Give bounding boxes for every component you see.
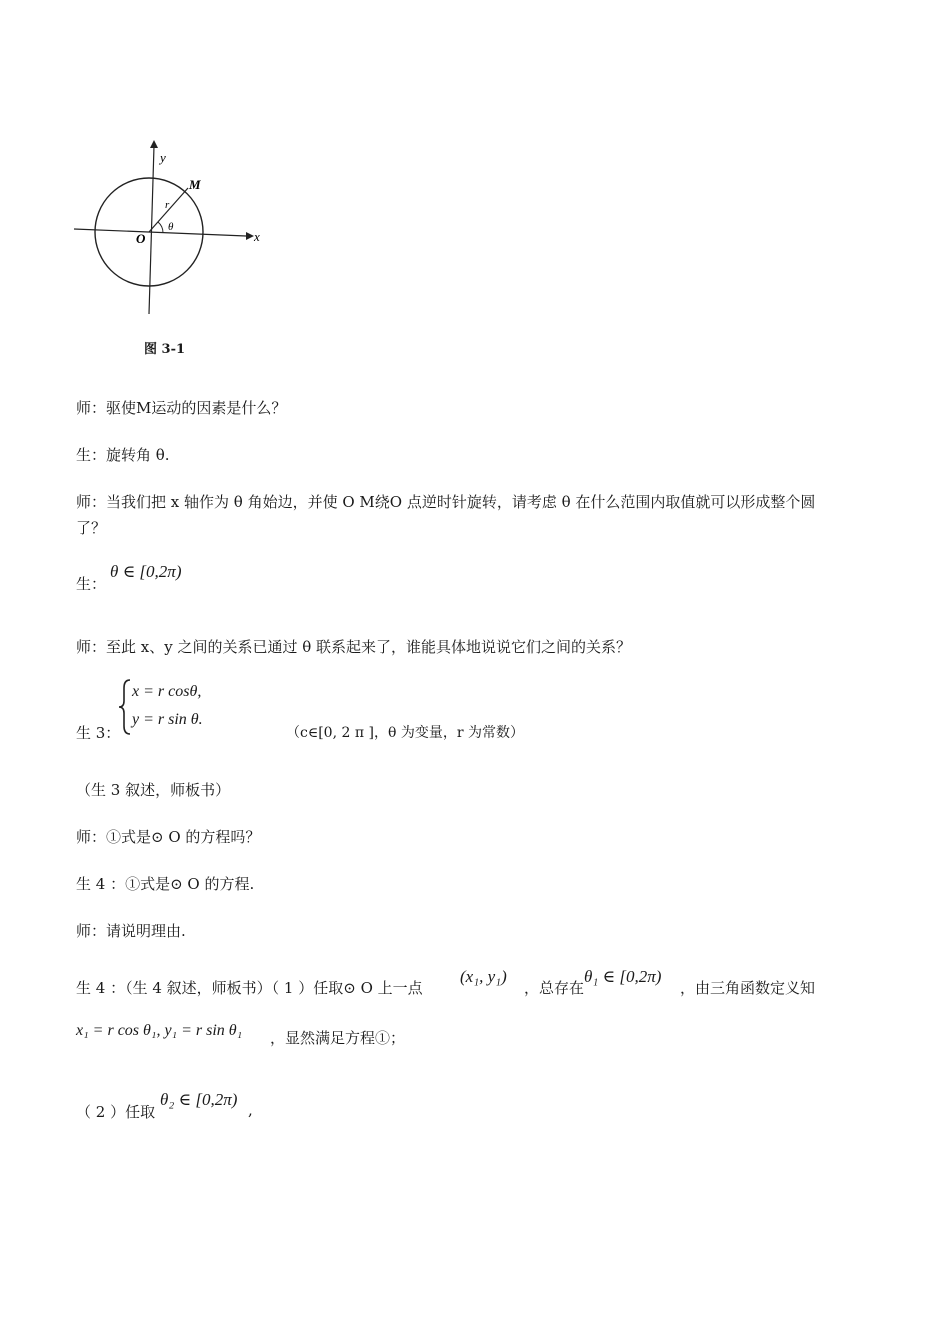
speaker-prefix: 生： xyxy=(76,575,107,593)
label-x: x xyxy=(254,229,260,244)
line-narration: （生 3 叙述，师板书） xyxy=(76,781,231,799)
brace-icon xyxy=(118,678,132,736)
line-proof-3-b: , xyxy=(248,1101,253,1119)
label-o: O xyxy=(136,231,146,246)
x-axis-arrow-icon xyxy=(246,232,254,240)
line-student-4: 生 4 ：①式是⊙ O 的方程. xyxy=(76,875,255,893)
label-m: M xyxy=(189,177,201,192)
label-y: y xyxy=(160,150,166,165)
y-axis-arrow-icon xyxy=(150,140,158,148)
line-proof-3-a: （ 2 ）任取 xyxy=(76,1103,156,1121)
line-teacher-4: 师：①式是⊙ O 的方程吗？ xyxy=(76,828,261,846)
figure-circle-diagram xyxy=(70,140,270,320)
equation-x: x = r cosθ, xyxy=(132,683,202,700)
line-student-1: 生：旋转角 θ. xyxy=(76,446,170,464)
line-teacher-2a: 师：当我们把 x 轴作为 θ 角始边，并使 O M绕O 点逆时针旋转，请考虑 θ 在什么范围内取值就可以形成整个圆 xyxy=(76,493,816,511)
line-proof-2-b: ，显然满足方程①； xyxy=(270,1029,406,1047)
math-parametric-substitution: x₁ = r cos θ₁, y₁ = r sin θ₁ xyxy=(76,1022,243,1039)
label-theta: θ xyxy=(168,221,174,233)
line-teacher-1: 师：驱使M运动的因素是什么？ xyxy=(76,399,287,417)
line-teacher-5: 师：请说明理由. xyxy=(76,922,186,940)
equation-y: y = r sin θ. xyxy=(132,711,203,728)
x-axis xyxy=(74,229,246,236)
line-proof-1-a: 生 4 ：（生 4 叙述，师板书）（ 1 ）任取⊙ O 上一点 xyxy=(76,979,423,997)
math-point: (x₁, y₁) xyxy=(460,967,507,986)
theta-arc xyxy=(158,222,163,233)
line-teacher-3: 师：至此 x、y 之间的关系已通过 θ 联系起来了，谁能具体地说说它们之间的关系？ xyxy=(76,638,632,656)
math-theta2-range: θ₂ ∈ [0,2π) xyxy=(160,1090,238,1109)
line-teacher-2b: 了？ xyxy=(76,519,107,537)
line-student-2 xyxy=(76,573,106,594)
equation-note: （c∈[0, 2 π ]，θ 为变量，r 为常数） xyxy=(286,725,524,741)
line-proof-1-b: ，总存在 xyxy=(524,979,585,997)
line-proof-1-c: ，由三角函数定义知 xyxy=(680,979,816,997)
figure-caption: 图 3-1 xyxy=(144,342,186,357)
math-theta1-range: θ₁ ∈ [0,2π) xyxy=(584,967,662,986)
math-theta-range: θ ∈ [0,2π) xyxy=(110,562,182,581)
line-student-3-prefix: 生 3： xyxy=(76,724,121,742)
label-r: r xyxy=(165,199,170,211)
